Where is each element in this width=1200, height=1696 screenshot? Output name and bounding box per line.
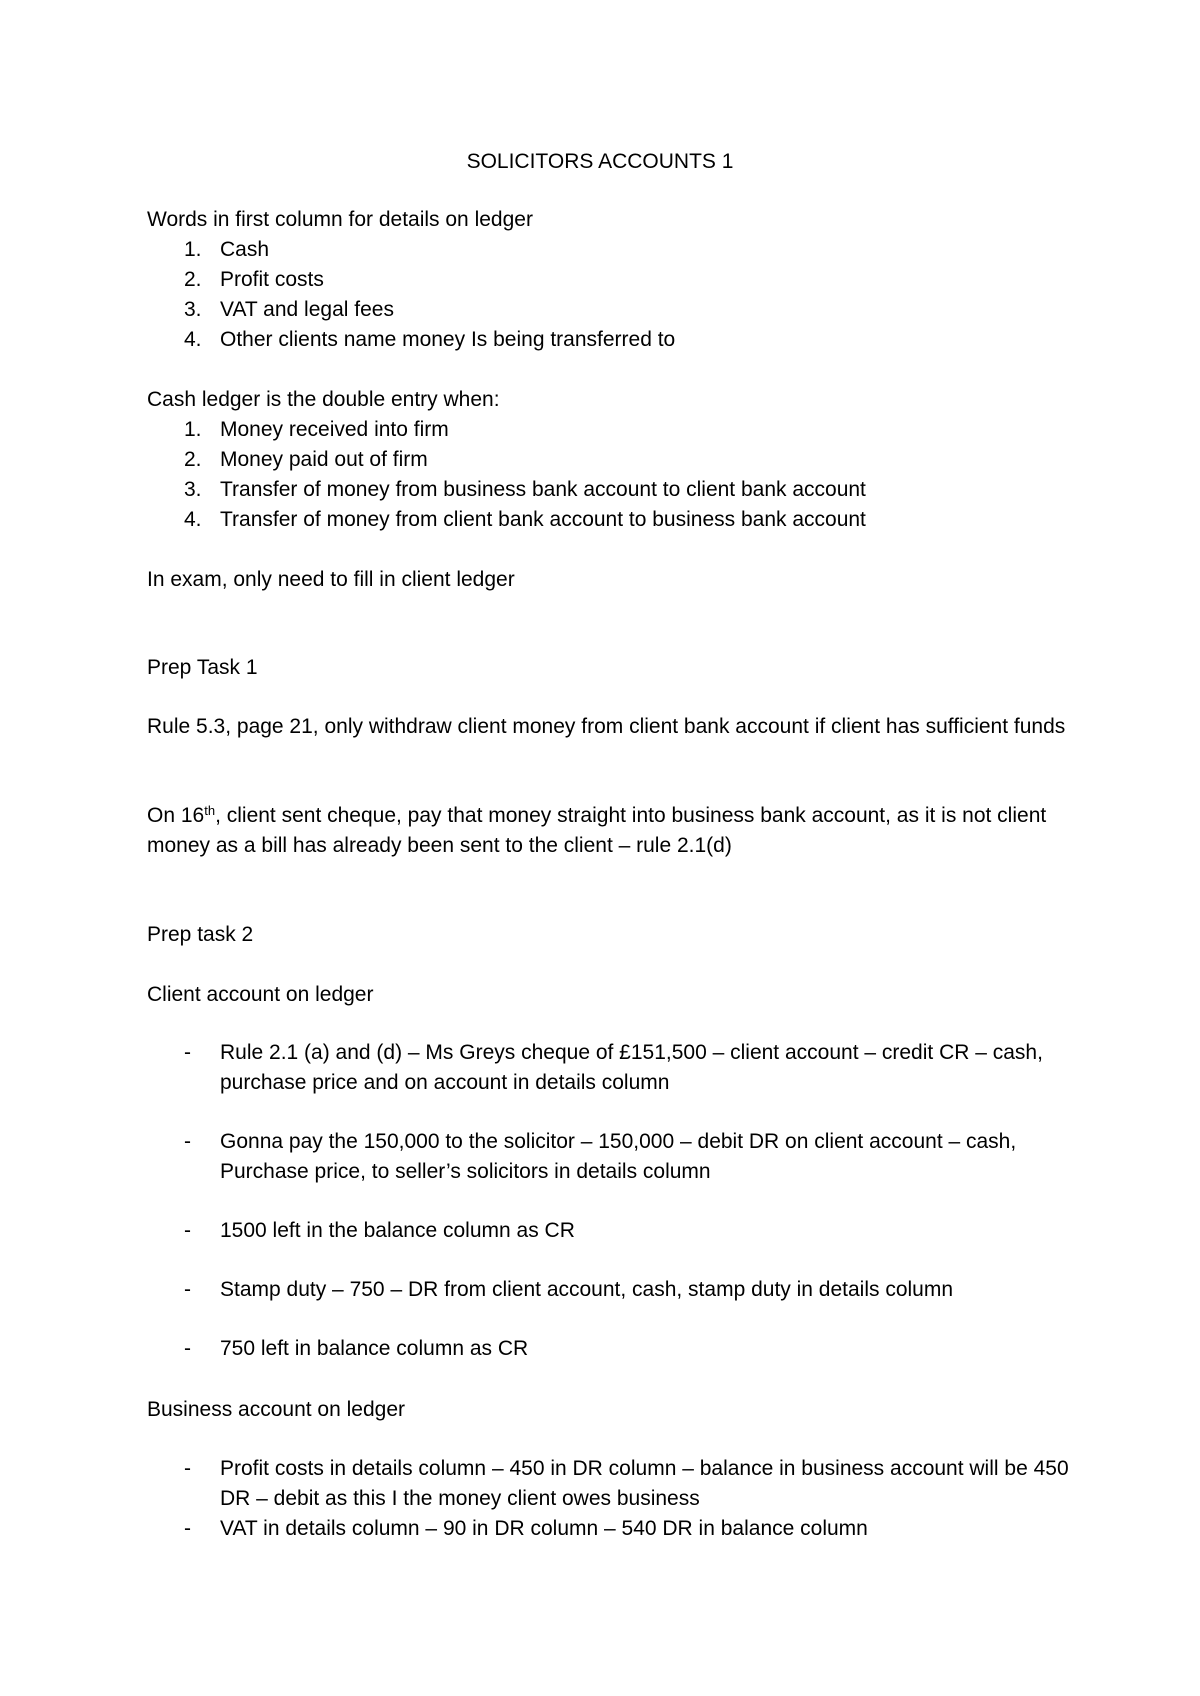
dash-marker: - [184,1337,191,1360]
list-item [147,1514,1077,1544]
dash-marker: - [184,1041,191,1064]
list-item [147,235,1077,265]
list-item-text: Transfer of money from client bank account to business bank account [220,508,866,531]
list-item [147,445,1077,475]
list-item-text: Cash [220,238,270,261]
list-item-text: Money paid out of firm [220,448,428,471]
list-item [147,505,1077,535]
list-item-text: Rule 2.1 (a) and (d) – Ms Greys cheque of £151,500 – client account – credit CR – cash, purchase price and on account in details column [220,1041,1043,1094]
words-section [147,205,1077,355]
dash-marker: - [184,1278,191,1301]
list-item [147,1127,1077,1187]
dash-marker: - [184,1457,191,1480]
cash-ledger-heading: Cash ledger is the double entry when: [147,388,500,411]
list-number: 4. [184,328,202,351]
list-item-text: Gonna pay the 150,000 to the solicitor – 150,000 – debit DR on client account – cash, Purchase price, to seller’s solicitors in details column [220,1130,1017,1183]
list-item-text: Profit costs [220,268,324,291]
dash-marker: - [184,1219,191,1242]
list-number: 3. [184,478,202,501]
list-item [147,1334,1077,1364]
list-item [147,1275,1077,1305]
list-item-text: 1500 left in the balance column as CR [220,1219,575,1242]
list-item [147,265,1077,295]
list-item-text: 750 left in balance column as CR [220,1337,529,1360]
document-title: SOLICITORS ACCOUNTS 1 [466,150,734,173]
list-item [147,475,1077,505]
list-number: 3. [184,298,202,321]
words-list [147,235,1077,355]
words-heading: Words in first column for details on ledger [147,208,533,231]
list-item [147,415,1077,445]
list-item-text: Stamp duty – 750 – DR from client account, cash, stamp duty in details column [220,1278,954,1301]
list-item-text: VAT and legal fees [220,298,394,321]
list-item [147,1454,1077,1514]
exam-note: In exam, only need to fill in client ledger [147,568,515,591]
list-item [147,1038,1077,1098]
cheque-note-prefix: On 16 [147,804,205,827]
dash-marker: - [184,1130,191,1153]
client-account-heading: Client account on ledger [147,983,374,1006]
dash-marker: - [184,1517,191,1540]
cash-ledger-section [147,385,1077,535]
list-item-text: Money received into firm [220,418,449,441]
business-account-heading: Business account on ledger [147,1398,405,1421]
list-number: 1. [184,418,202,441]
prep-task-1-rule: Rule 5.3, page 21, only withdraw client money from client bank account if client has sufficient funds [147,715,1066,738]
list-number: 2. [184,448,202,471]
list-item [147,325,1077,355]
list-number: 2. [184,268,202,291]
cash-ledger-list [147,415,1077,535]
list-item-text: Other clients name money Is being transferred to [220,328,676,351]
list-number: 1. [184,238,202,261]
list-item-text: Transfer of money from business bank account to client bank account [220,478,866,501]
cheque-note-ordinal: th [204,803,216,818]
list-item [147,1216,1077,1246]
list-item [147,295,1077,325]
prep-task-2-heading: Prep task 2 [147,923,254,946]
cheque-note-rest: , client sent cheque, pay that money straight into business bank account, as it is not client money as a bill has already been sent to the client – rule 2.1(d) [147,804,1047,857]
client-account-list [147,1038,1077,1364]
prep-task-1-heading: Prep Task 1 [147,656,258,679]
list-number: 4. [184,508,202,531]
list-item-text: VAT in details column – 90 in DR column – 540 DR in balance column [220,1517,868,1540]
list-item-text: Profit costs in details column – 450 in DR column – balance in business account will be 450 DR – debit as this I the money client owes business [220,1457,1069,1510]
business-account-list [147,1454,1077,1544]
prep-task-1-cheque-note [147,801,1077,861]
